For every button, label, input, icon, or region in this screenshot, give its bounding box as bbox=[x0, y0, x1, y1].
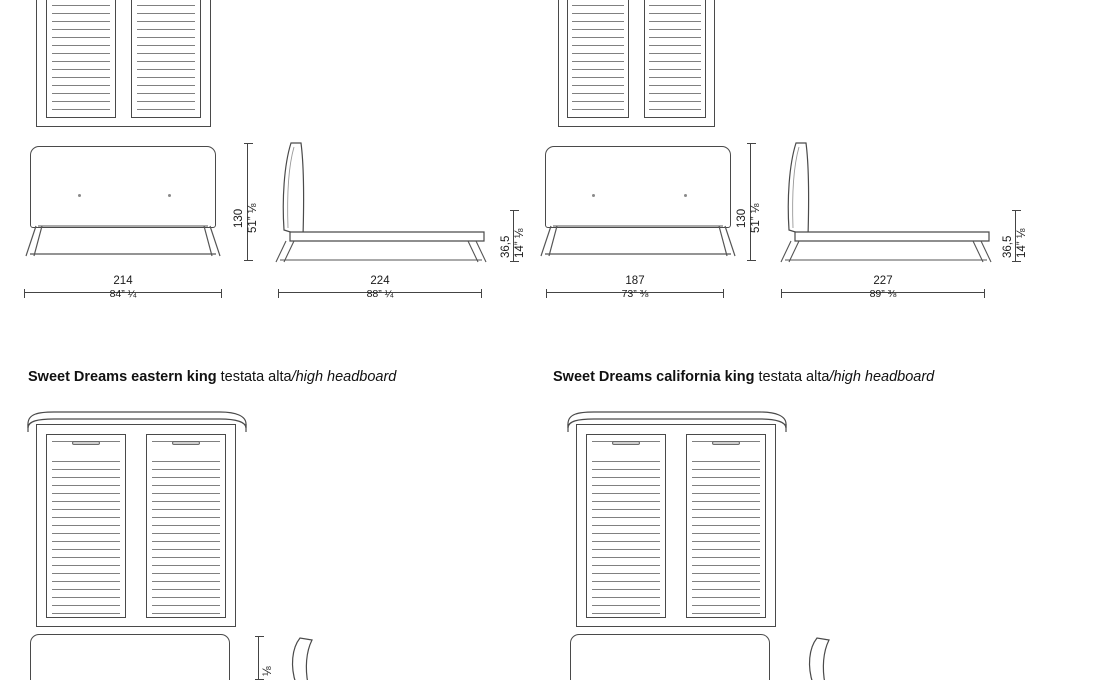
dim-height-text-top-left: 130 bbox=[233, 208, 245, 228]
dim-width-text-top-left: 214 84” ¼ bbox=[109, 275, 137, 301]
dim-length-text-top-right: 227 89” ⅜ bbox=[869, 275, 897, 301]
dim-length-text-top-left: 224 88” ¼ bbox=[366, 275, 394, 301]
caption-california-king: Sweet Dreams california king testata alta/high headboard bbox=[553, 369, 935, 385]
bed-front-body-top-right bbox=[545, 146, 731, 228]
louvre-panel-right bbox=[131, 0, 201, 118]
bed-front-body-bottom-right bbox=[570, 634, 770, 680]
headboard-handle-right bbox=[172, 441, 200, 445]
dim-height-line-top-left bbox=[247, 143, 248, 261]
louvre-panel-left bbox=[46, 0, 116, 118]
dim-seatheight-imperial-top-right: 14” ⅛ bbox=[1016, 228, 1028, 258]
headboard-handle-right bbox=[712, 441, 740, 445]
bed-legs-top-left bbox=[24, 222, 224, 262]
dim-height-line-top-right bbox=[750, 143, 751, 261]
dim-seatheight-text-top-right: 36,5 bbox=[1002, 235, 1014, 258]
dim-seatheight-imperial-top-left: 14” ⅛ bbox=[514, 228, 526, 258]
dim-height-imperial-top-left: 51” ⅛ bbox=[247, 203, 259, 233]
tufting-dot bbox=[168, 194, 171, 197]
tufting-dot bbox=[684, 194, 687, 197]
bed-side-view-bottom-left bbox=[278, 636, 358, 680]
headboard-handle-left bbox=[72, 441, 100, 445]
dim-height-text-top-right: 130 bbox=[736, 208, 748, 228]
tufting-dot bbox=[592, 194, 595, 197]
dim-partial-text-bottom-left: ⅛ bbox=[262, 666, 274, 676]
louvre-panel-right bbox=[686, 434, 766, 618]
bed-front-body-bottom-left bbox=[30, 634, 230, 680]
bed-front-body-top-left bbox=[30, 146, 216, 228]
bed-legs-top-right bbox=[539, 222, 739, 262]
caption-eastern-king: Sweet Dreams eastern king testata alta/high headboard bbox=[28, 369, 397, 385]
headboard-handle-left bbox=[612, 441, 640, 445]
bed-side-view-top-left bbox=[270, 140, 500, 265]
dim-partial-line-bottom-left bbox=[258, 636, 259, 680]
louvre-panel-left bbox=[586, 434, 666, 618]
tufting-dot bbox=[78, 194, 81, 197]
louvre-panel-right bbox=[644, 0, 706, 118]
dim-height-imperial-top-right: 51” ⅛ bbox=[750, 203, 762, 233]
louvre-panel-right bbox=[146, 434, 226, 618]
bed-side-view-top-right bbox=[775, 140, 1005, 265]
louvre-panel-left bbox=[567, 0, 629, 118]
dim-seatheight-text-top-left: 36,5 bbox=[500, 235, 512, 258]
dim-width-text-top-right: 187 73” ⅜ bbox=[621, 275, 649, 301]
bed-side-view-bottom-right bbox=[795, 636, 875, 680]
louvre-panel-left bbox=[46, 434, 126, 618]
